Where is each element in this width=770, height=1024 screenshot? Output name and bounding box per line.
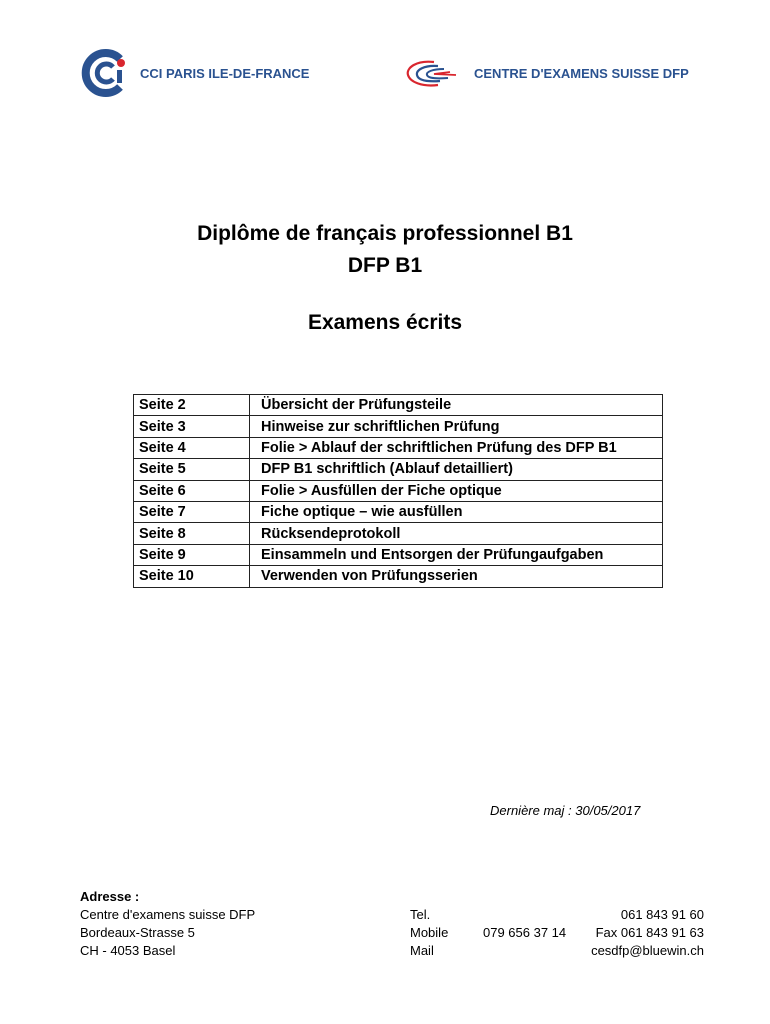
toc-page: Seite 2 — [134, 395, 250, 416]
address-line-1: Centre d'examens suisse DFP — [80, 907, 256, 922]
mail-label: Mail — [410, 943, 434, 958]
toc-row — [134, 501, 663, 522]
toc-row — [134, 480, 663, 501]
address-line-3: CH - 4053 Basel — [80, 943, 176, 958]
toc-entry: Einsammeln und Entsorgen der Prüfungaufgaben — [250, 544, 663, 565]
toc-entry: Fiche optique – wie ausfüllen — [250, 501, 663, 522]
toc-page: Seite 6 — [134, 480, 250, 501]
toc-page: Seite 8 — [134, 523, 250, 544]
toc-row — [134, 459, 663, 480]
table-of-contents — [133, 394, 663, 588]
mail-address: cesdfp@bluewin.ch — [591, 943, 704, 958]
document-subtitle: DFP B1 — [347, 254, 423, 277]
toc-entry: Hinweise zur schriftlichen Prüfung — [250, 416, 663, 437]
cci-logo — [80, 48, 130, 98]
toc-row — [134, 523, 663, 544]
last-updated: Dernière maj : 30/05/2017 — [490, 803, 641, 818]
mobile-number: 079 656 37 14 — [483, 925, 567, 940]
toc-entry: Übersicht der Prüfungsteile — [250, 395, 663, 416]
centre-dexamens-logo — [404, 58, 460, 90]
toc-row — [134, 437, 663, 458]
toc-entry: Folie > Ausfüllen der Fiche optique — [250, 480, 663, 501]
left-org-name: CCI PARIS ILE-DE-FRANCE — [140, 66, 310, 81]
document-title: Diplôme de français professionnel B1 — [197, 222, 573, 245]
toc-page: Seite 7 — [134, 501, 250, 522]
address-line-2: Bordeaux-Strasse 5 — [80, 925, 195, 940]
toc-page: Seite 10 — [134, 566, 250, 587]
tel-number: 061 843 91 60 — [620, 907, 704, 922]
toc-page: Seite 9 — [134, 544, 250, 565]
toc-entry: Verwenden von Prüfungsserien — [250, 566, 663, 587]
toc-entry: Folie > Ablauf der schriftlichen Prüfung des DFP B1 — [250, 437, 663, 458]
tel-label: Tel. — [410, 907, 431, 922]
toc-row — [134, 395, 663, 416]
toc-row — [134, 566, 663, 587]
toc-page: Seite 3 — [134, 416, 250, 437]
toc-row — [134, 416, 663, 437]
fax-number: Fax 061 843 91 63 — [595, 925, 704, 940]
toc-page: Seite 5 — [134, 459, 250, 480]
toc-entry: Rücksendeprotokoll — [250, 523, 663, 544]
toc-page: Seite 4 — [134, 437, 250, 458]
document-section-title: Examens écrits — [307, 311, 463, 334]
mobile-label: Mobile — [410, 925, 449, 940]
toc-entry: DFP B1 schriftlich (Ablauf detailliert) — [250, 459, 663, 480]
toc-row — [134, 544, 663, 565]
address-label: Adresse : — [80, 889, 140, 904]
right-org-name: CENTRE D'EXAMENS SUISSE DFP — [474, 66, 689, 81]
